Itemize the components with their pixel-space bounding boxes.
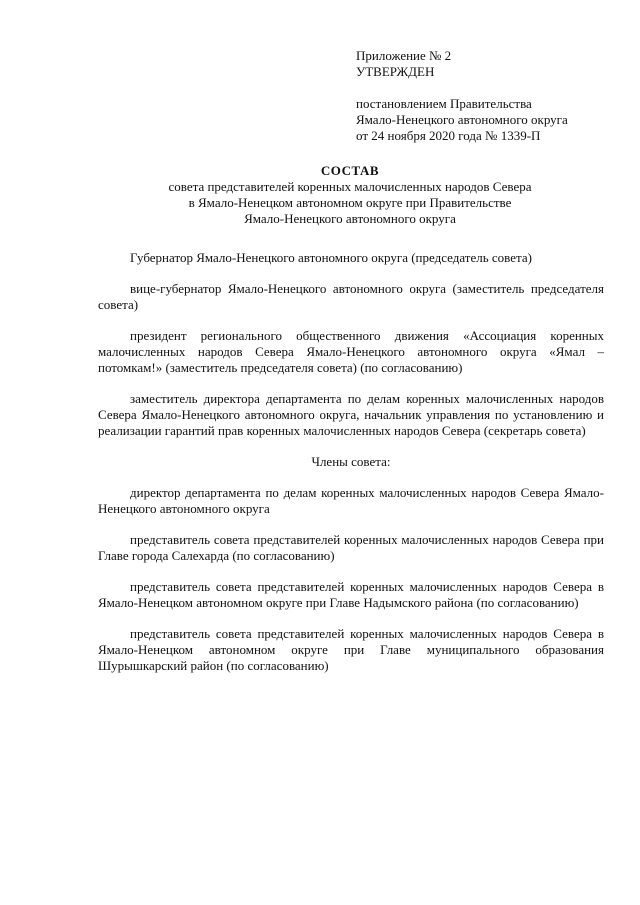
approved-label: УТВЕРЖДЕН [356,64,435,79]
document-heading: СОСТАВ [320,163,380,178]
title-line-3: Ямало-Ненецкого автономного округа [244,211,456,226]
appendix-number: Приложение № 2 [356,48,452,63]
title-line-2: в Ямало-Ненецком автономном округе при Правительстве [188,195,512,210]
member-entry-1: директор департамента по делам коренных малочисленных народов Севера Ямало-Ненецкого автономного округа [98,485,604,516]
member-entry-2: представитель совета представителей коренных малочисленных народов Севера при Главе города Салехарда (по согласованию) [98,532,604,563]
title-line-1: совета представителей коренных малочисленных народов Севера [168,179,532,194]
member-entry-4: представитель совета представителей коренных малочисленных народов Севера в Ямало-Ненецком автономном округе при Главе муниципального образования Шурышкарский район (по согласованию) [98,626,604,673]
secretary-entry: заместитель директора департамента по делам коренных малочисленных народов Севера Ямало-Ненецкого автономного округа, начальник управления по установлению и реализации гарантий прав коренных малочисленных народов Севера (секретарь совета) [98,391,604,438]
decree-line-2: Ямало-Ненецкого автономного округа [356,112,568,127]
approval-spacer [356,80,616,96]
document-title-block [100,163,600,227]
chairman-entry: Губернатор Ямало-Ненецкого автономного округа (председатель совета) [130,250,532,265]
composition-list [98,250,604,674]
vice-chairman-entry-1: вице-губернатор Ямало-Ненецкого автономного округа (заместитель председателя совета) [98,281,604,312]
member-entry-3: представитель совета представителей коренных малочисленных народов Севера в Ямало-Ненецком автономном округе при Главе Надымского района (по согласованию) [98,579,604,610]
approval-block [356,48,616,144]
decree-line-1: постановлением Правительства [356,96,532,111]
vice-chairman-entry-2: президент регионального общественного движения «Ассоциация коренных малочисленных народов Севера Ямало-Ненецкого автономного округа «Ямал – потомкам!» (заместитель председателя совета) (по согласованию) [98,328,604,375]
decree-line-3: от 24 ноября 2020 года № 1339-П [356,128,541,143]
members-heading: Члены совета: [311,454,391,469]
